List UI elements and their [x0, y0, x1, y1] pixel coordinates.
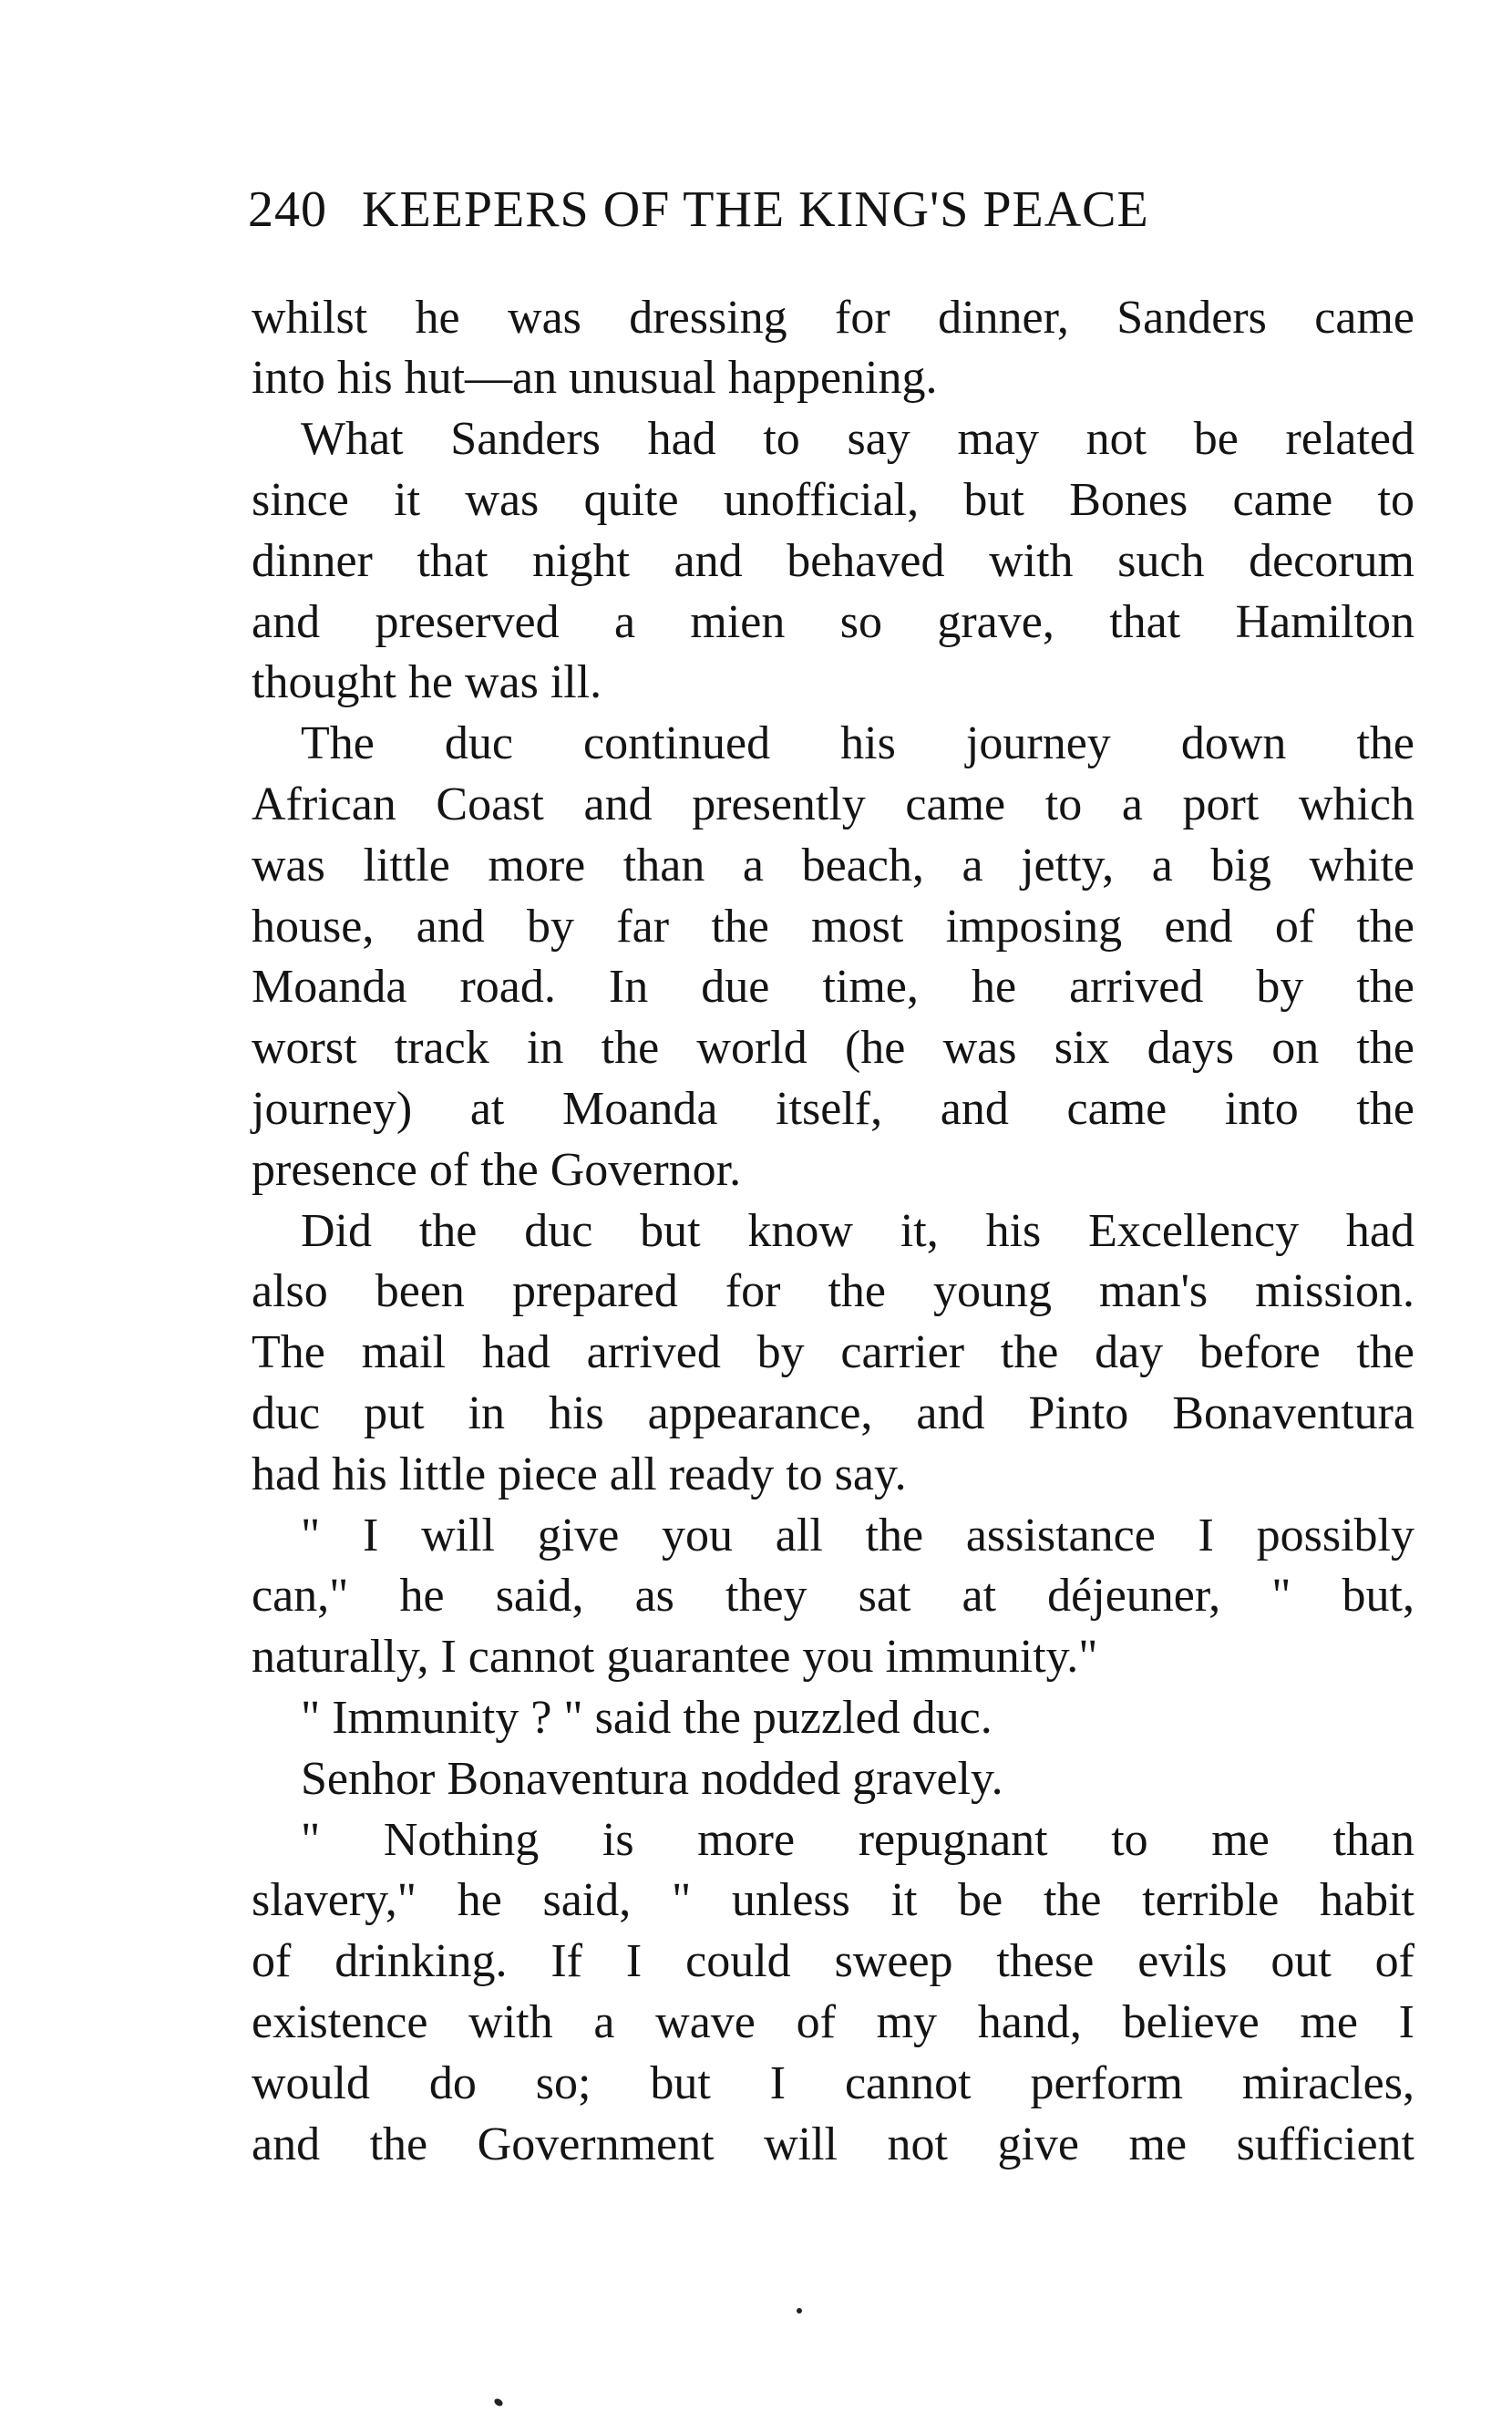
print-speck	[797, 2308, 802, 2313]
text-line: house, and by far the most imposing end of the	[252, 901, 1414, 953]
text-line: also been prepared for the young man's mission.	[252, 1265, 1414, 1317]
print-speck	[493, 2397, 504, 2407]
text-line: since it was quite unofficial, but Bones came to	[252, 474, 1414, 526]
text-line: would do so; but I cannot perform miracles,	[252, 2057, 1414, 2109]
text-line: journey) at Moanda itself, and came into the	[252, 1083, 1414, 1135]
text-line: presence of the Governor.	[252, 1144, 742, 1196]
text-line: Senhor Bonaventura nodded gravely.	[301, 1753, 1003, 1805]
text-line: " I will give you all the assistance I possibly	[301, 1510, 1414, 1561]
text-line: of drinking. If I could sweep these evils out of	[252, 1935, 1414, 1987]
text-line: The duc continued his journey down the	[301, 717, 1414, 769]
text-line: thought he was ill.	[252, 656, 602, 708]
text-line: Did the duc but know it, his Excellency had	[301, 1205, 1414, 1257]
text-line: naturally, I cannot guarantee you immunity."	[252, 1631, 1098, 1683]
text-line: into his hut—an unusual happening.	[252, 352, 938, 404]
running-header	[248, 173, 1424, 246]
text-line: " Nothing is more repugnant to me than	[301, 1814, 1414, 1866]
text-line: had his little piece all ready to say.	[252, 1448, 907, 1500]
text-line: dinner that night and behaved with such decorum	[252, 535, 1414, 587]
text-line: and preserved a mien so grave, that Hamilton	[252, 596, 1414, 648]
text-line: existence with a wave of my hand, believe me I	[252, 1996, 1414, 2048]
text-line: and the Government will not give me sufficient	[252, 2118, 1414, 2170]
text-line: duc put in his appearance, and Pinto Bonaventura	[252, 1387, 1414, 1439]
text-line: The mail had arrived by carrier the day before the	[252, 1326, 1414, 1378]
text-line: Moanda road. In due time, he arrived by the	[252, 961, 1414, 1013]
text-line: What Sanders had to say may not be related	[301, 413, 1414, 465]
running-title: KEEPERS OF THE KING'S PEACE	[362, 181, 1149, 238]
text-line: African Coast and presently came to a port which	[252, 778, 1414, 830]
text-line: whilst he was dressing for dinner, Sanders came	[252, 292, 1414, 344]
text-line: " Immunity ? " said the puzzled duc.	[301, 1692, 993, 1744]
text-line: can," he said, as they sat at déjeuner, " but,	[252, 1570, 1414, 1622]
text-line: slavery," he said, " unless it be the terrible habit	[252, 1874, 1414, 1926]
text-line: was little more than a beach, a jetty, a big white	[252, 840, 1414, 891]
text-line: worst track in the world (he was six days on the	[252, 1022, 1414, 1074]
page-number: 240	[248, 181, 327, 238]
